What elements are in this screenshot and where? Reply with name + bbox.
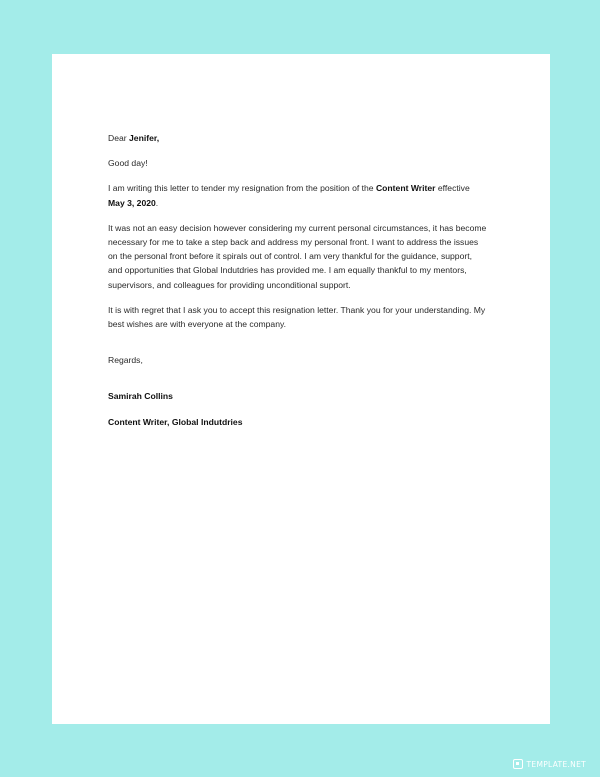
sender-title: Content Writer, Global Indutdries (108, 416, 243, 427)
recipient-name: Jenifer, (129, 133, 160, 143)
closing-regards: Regards, (108, 355, 143, 366)
paragraph-intro: I am writing this letter to tender my resignation from the position of the Content Writer effective May 3, 2020. (108, 183, 470, 208)
effective-date: May 3, 2020 (108, 197, 156, 208)
salutation-prefix: Dear (108, 133, 127, 143)
letter-body (108, 131, 488, 440)
template-net-watermark (513, 759, 586, 769)
letter-page (52, 54, 550, 724)
paragraph-closing: It is with regret that I ask you to accept this resignation letter. Thank you for your understanding. My best wishes are with everyone at the company. (108, 304, 486, 330)
paragraph-reason: It was not an easy decision however considering my current personal circumstances, it has become necessary for me to take a step back and address my personal front. I want to address the issues on the personal front before it spirals out of control. I am very thankful for the guidance, support, and opportunities that Global Indutdries has provided me. I am equally thankful to my mentors, supervisors, and colleagues for providing unconditional support. (108, 222, 487, 290)
template-net-logo-icon (513, 759, 523, 769)
greeting: Good day! (108, 158, 148, 169)
salutation (108, 131, 488, 145)
position-title: Content Writer (375, 183, 436, 194)
watermark-text: TEMPLATE.NET (526, 759, 586, 769)
sender-name: Samirah Collins (108, 391, 173, 402)
